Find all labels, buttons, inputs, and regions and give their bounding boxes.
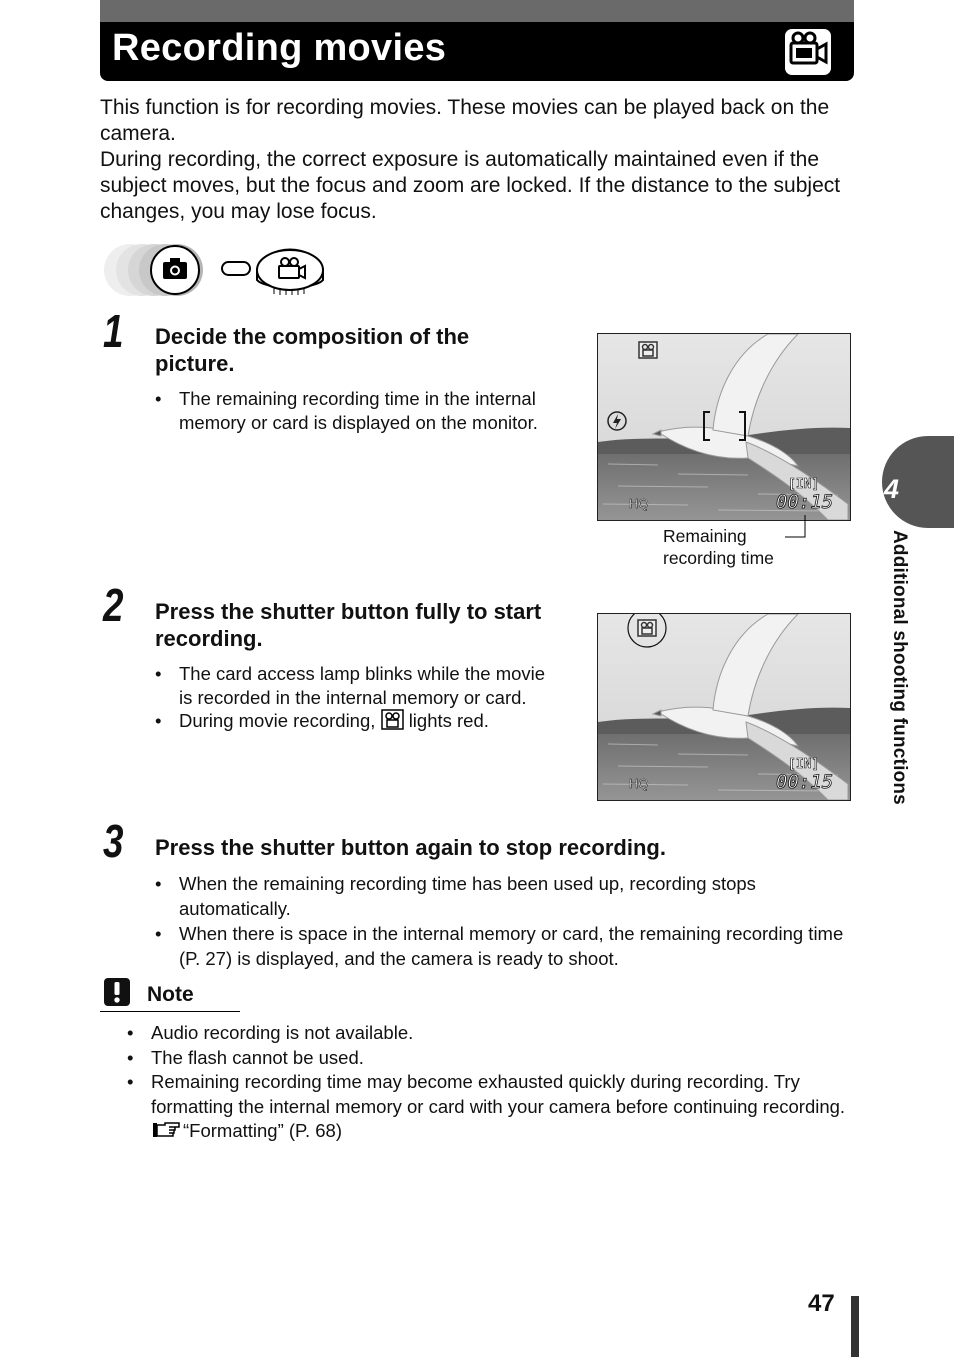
page-number: 47 (808, 1290, 835, 1317)
list-item-text: Remaining recording time may become exhausted quickly during recording. Try formatting the internal memory or card with your camera before continuing recording. (151, 1071, 846, 1117)
list-item-text-end: lights red. (408, 710, 489, 731)
list-item: • When the remaining recording time has been used up, recording stops automatically. (155, 871, 855, 921)
page-title: Recording movies (112, 27, 447, 69)
movie-mode-icon (381, 709, 404, 730)
intro-paragraph-1: This function is for recording movies. These movies can be played back on the camera. (100, 96, 830, 145)
list-item (127, 1070, 857, 1144)
quality-label: HQ (629, 776, 649, 791)
step-1-title: Decide the composition of the picture. (155, 324, 470, 376)
step-2-number: 2 (103, 579, 124, 631)
exclamation-icon (104, 978, 130, 1011)
callout-line-1: Remaining (663, 526, 747, 546)
intro-paragraph-2: During recording, the correct exposure is automatically maintained even if the subject moves, but the focus and zoom are locked. If the distance to the subject changes, you may lose focus. (100, 148, 841, 223)
quality-label: HQ (629, 496, 649, 511)
page-edge-bar (851, 1296, 859, 1357)
step-1-bullets (155, 387, 545, 434)
reference-hand-icon (151, 1120, 183, 1140)
step-3-bullets (155, 871, 855, 971)
remaining-time: 00:15 (776, 491, 834, 513)
reference-link[interactable]: “Formatting” (P. 68) (183, 1120, 343, 1141)
list-item: • The card access lamp blinks while the movie is recorded in the internal memory or card. (155, 662, 555, 709)
intro-text (100, 95, 860, 225)
list-item: • Audio recording is not available. (127, 1021, 857, 1046)
movie-camera-icon (785, 29, 831, 75)
lcd-screen-preview (597, 333, 851, 521)
remaining-time: 00:15 (776, 771, 834, 793)
movie-mode-icon (639, 342, 657, 358)
step-3-title: Press the shutter button again to stop recording. (155, 835, 666, 860)
mode-dial-illustration (102, 242, 332, 298)
callout-line-2: recording time (663, 548, 774, 568)
callout-label (663, 525, 774, 569)
step-2-title: Press the shutter button fully to start recording. (155, 599, 542, 651)
movie-mode-icon (638, 620, 656, 636)
step-2-bullets (155, 662, 555, 733)
list-item (155, 709, 555, 733)
list-item: • The flash cannot be used. (127, 1046, 857, 1071)
list-item: • When there is space in the internal memory or card, the remaining recording time (P. 27) is displayed, and the camera is ready to shoot. (155, 921, 855, 971)
note-heading: Note (147, 983, 194, 1006)
note-list (127, 1021, 857, 1144)
memory-indicator: [IN] (788, 477, 820, 492)
memory-indicator: [IN] (788, 757, 820, 772)
step-3-number: 3 (103, 815, 124, 867)
step-1-number: 1 (103, 305, 124, 357)
list-item-text-start: During movie recording, (179, 710, 376, 731)
chapter-number: 4 (884, 474, 900, 504)
list-item: • The remaining recording time in the internal memory or card is displayed on the monitor. (155, 387, 545, 434)
chapter-label: Additional shooting functions (889, 530, 910, 805)
lcd-screen-recording (597, 613, 851, 801)
callout-line (780, 515, 810, 545)
note-divider (100, 1011, 240, 1012)
